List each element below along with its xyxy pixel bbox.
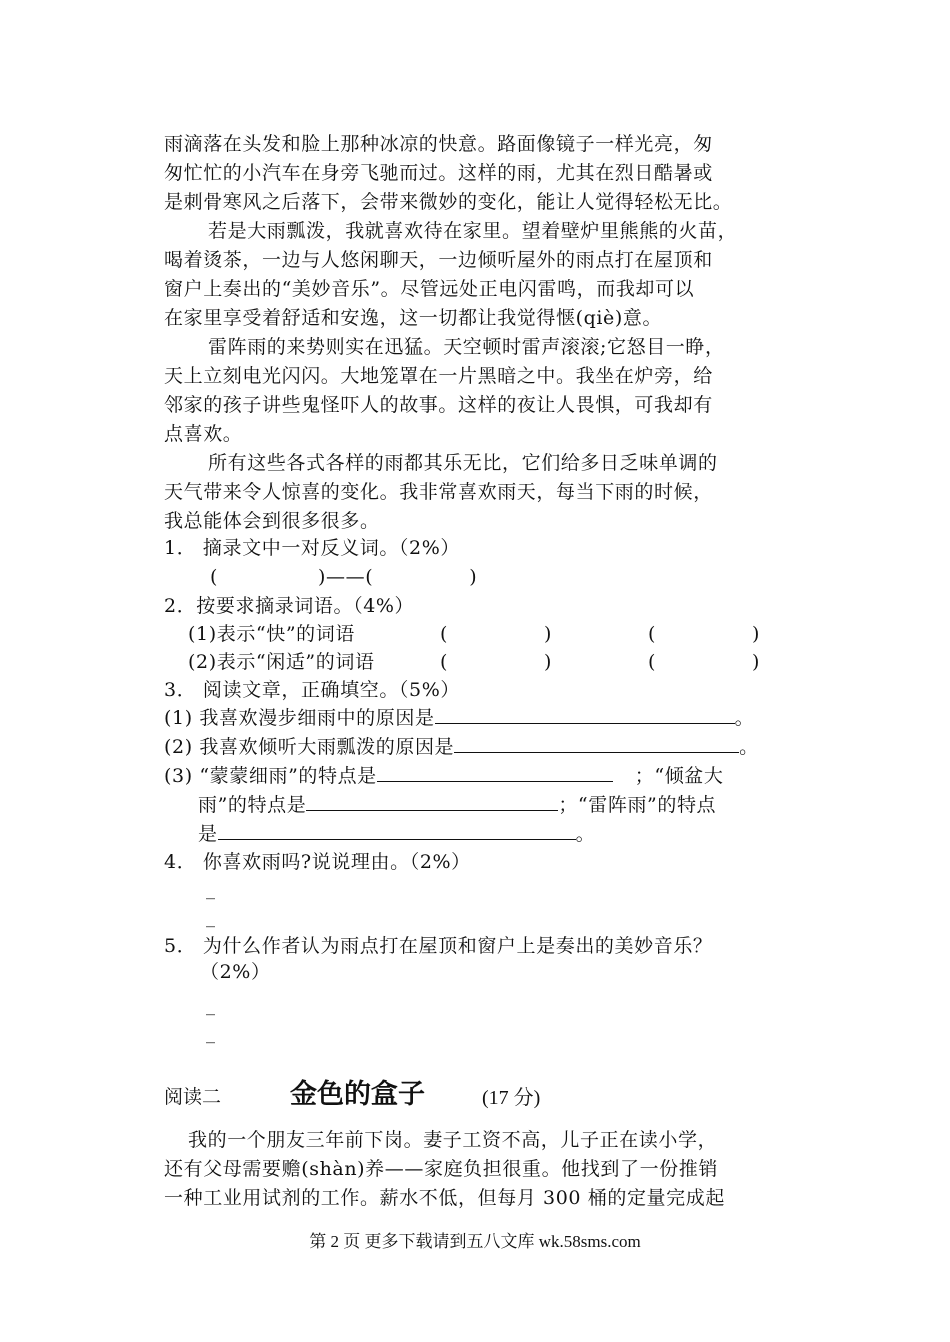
q3-item3-blank-b[interactable] xyxy=(306,792,558,811)
q3-item2-blank[interactable] xyxy=(454,734,739,753)
q2-item-2: (2)表示“闲适”的词语 ( ) ( ) xyxy=(188,648,788,677)
section-score: (17 分) xyxy=(482,1087,541,1109)
passage-paragraph-start: 雷阵雨的来势则实在迅猛。天空顿时雷声滚滚;它怒目一睁， xyxy=(208,336,725,358)
section-label: 阅读二 xyxy=(164,1087,222,1108)
question-5-score: （2%） xyxy=(200,961,271,983)
passage-line: 喝着烫茶，一边与人悠闲聊天，一边倾听屋外的雨点打在屋顶和 xyxy=(164,249,713,271)
passage-line: 匆忙忙的小汽车在身旁飞驰而过。这样的雨，尤其在烈日酷暑或 xyxy=(164,162,713,184)
passage-line: 雨滴落在头发和脸上那种冰凉的快意。路面像镜子一样光亮，匆 xyxy=(164,133,713,155)
q3-item-2: (2) 我喜欢倾听大雨瓢泼的原因是 。 xyxy=(164,736,759,758)
q4-answer-line-2[interactable]: _ xyxy=(206,907,215,928)
q5-answer-line-1[interactable]: _ xyxy=(206,995,215,1016)
question-3: 3． 阅读文章，正确填空。（5%） xyxy=(164,679,460,701)
q1-open-paren: ( xyxy=(210,566,219,588)
passage2-paragraph-start: 我的一个朋友三年前下岗。妻子工资不高，儿子正在读小学， xyxy=(188,1129,718,1151)
passage-line: 天上立刻电光闪闪。大地笼罩在一片黑暗之中。我坐在炉旁，给 xyxy=(164,365,713,387)
question-5: 5． 为什么作者认为雨点打在屋顶和窗户上是奏出的美妙音乐？ xyxy=(164,935,713,957)
question-2: 2．按要求摘录词语。（4%） xyxy=(164,595,415,617)
q3-item-3: (3) “蒙蒙细雨”的特点是 ；“倾盆大 xyxy=(164,765,724,787)
q3-item-3-end: 是 。 xyxy=(198,823,596,845)
q1-answer-blanks[interactable] xyxy=(210,563,510,592)
passage-line: 在家里享受着舒适和安逸，这一切都让我觉得惬(qiè)意。 xyxy=(164,307,663,329)
passage-paragraph-start: 所有这些各式各样的雨都其乐无比，它们给多日乏味单调的 xyxy=(208,452,718,474)
q3-item3-blank-a[interactable] xyxy=(377,763,613,782)
section-title: 金色的盒子 xyxy=(290,1079,425,1110)
q2-item2-blank-a[interactable]: ( ) xyxy=(440,651,553,673)
passage-line: 窗户上奏出的“美妙音乐”。尽管远处正电闪雷鸣，而我却可以 xyxy=(164,278,695,300)
q2-item1-blank-b[interactable]: ( ) xyxy=(648,623,761,645)
q2-item-1: (1)表示“快”的词语 ( ) ( ) xyxy=(188,620,788,649)
passage-line: 邻家的孩子讲些鬼怪吓人的故事。这样的夜让人畏惧，可我却有 xyxy=(164,394,713,416)
q3-item-1: (1) 我喜欢漫步细雨中的原因是 。 xyxy=(164,707,755,729)
q3-item3-blank-c[interactable] xyxy=(218,821,576,840)
passage2-line: 还有父母需要赡(shàn)养——家庭负担很重。他找到了一份推销 xyxy=(164,1158,718,1180)
q2-item1-blank-a[interactable]: ( ) xyxy=(440,623,553,645)
q5-answer-line-2[interactable]: _ xyxy=(206,1023,215,1044)
passage-paragraph-start: 若是大雨瓢泼，我就喜欢待在家里。望着壁炉里熊熊的火苗， xyxy=(208,220,738,242)
q3-item-3-cont: 雨”的特点是 ；“雷阵雨”的特点 xyxy=(198,794,717,816)
q1-close-paren: ) xyxy=(469,566,478,588)
q1-dash: )——( xyxy=(318,566,374,588)
question-4: 4． 你喜欢雨吗?说说理由。（2%） xyxy=(164,851,471,873)
page-footer: 第 2 页 更多下载请到五八文库 wk.58sms.com xyxy=(309,1232,641,1251)
question-1: 1． 摘录文中一对反义词。（2%） xyxy=(164,537,460,559)
q2-item2-blank-b[interactable]: ( ) xyxy=(648,651,761,673)
q3-item1-blank[interactable] xyxy=(435,705,735,724)
passage-line: 我总能体会到很多很多。 xyxy=(164,510,380,532)
passage-line: 点喜欢。 xyxy=(164,423,243,445)
q4-answer-line-1[interactable]: _ xyxy=(206,879,215,900)
passage-line: 天气带来令人惊喜的变化。我非常喜欢雨天，每当下雨的时候， xyxy=(164,481,713,503)
passage-line: 是刺骨寒风之后落下，会带来微妙的变化，能让人觉得轻松无比。 xyxy=(164,191,733,213)
passage2-line: 一种工业用试剂的工作。薪水不低，但每月 300 桶的定量完成起 xyxy=(164,1187,725,1209)
